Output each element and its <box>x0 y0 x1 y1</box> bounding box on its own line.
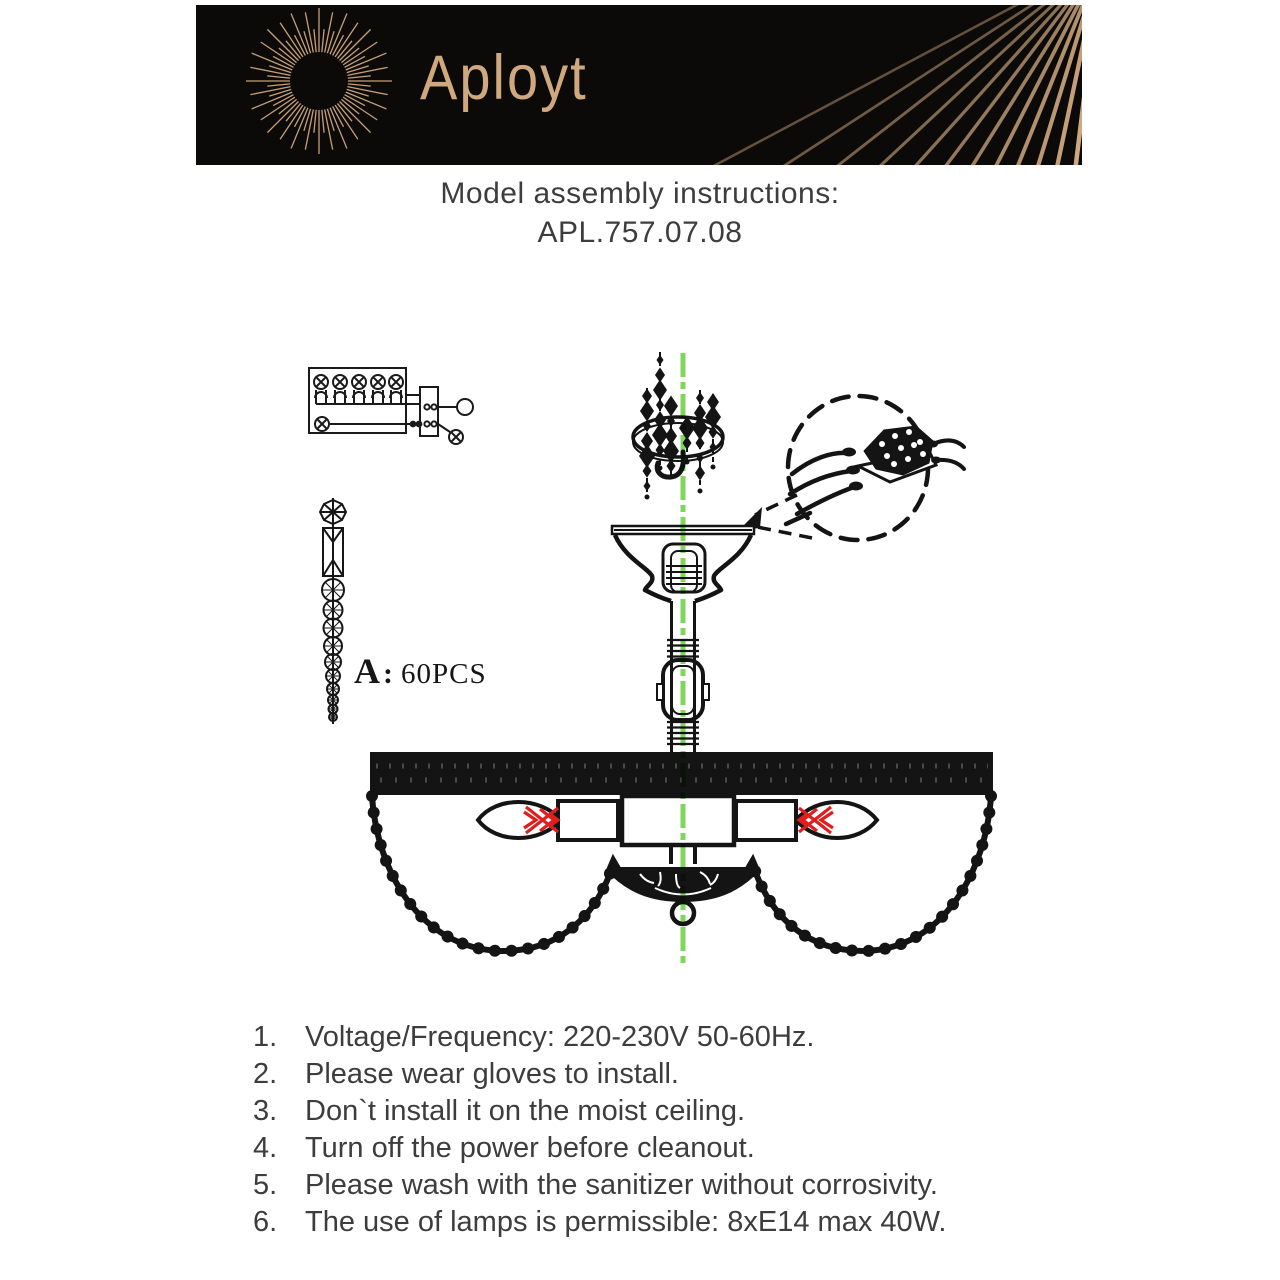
instruction-item <box>253 1022 946 1052</box>
wiring-diagram <box>309 368 473 444</box>
right-bulb <box>796 802 877 838</box>
instruction-text: Turn off the power before cleanout. <box>305 1132 755 1164</box>
title-line1: Model assembly instructions: <box>440 177 840 210</box>
instruction-item <box>253 1096 946 1126</box>
part-a-label <box>354 650 487 692</box>
instruction-text: Voltage/Frequency: 220-230V 50-60Hz. <box>305 1021 815 1053</box>
detail-balloon <box>739 396 964 540</box>
instruction-number: 2. <box>253 1058 278 1090</box>
instruction-text: Don`t install it on the moist ceiling. <box>305 1095 746 1127</box>
instruction-number: 6. <box>253 1206 278 1238</box>
instruction-item <box>253 1207 946 1237</box>
hand-holding-crystals-icon <box>786 426 964 524</box>
instruction-number: 5. <box>253 1169 278 1201</box>
instruction-number: 1. <box>253 1021 278 1053</box>
instruction-number: 4. <box>253 1132 278 1164</box>
instruction-item <box>253 1133 946 1163</box>
crystal-cluster <box>633 352 723 500</box>
instruction-text: Please wear gloves to install. <box>305 1058 679 1090</box>
instruction-item <box>253 1059 946 1089</box>
part-letter: A <box>354 651 380 691</box>
instruction-text: Please wash with the sanitizer without corrosivity. <box>305 1169 938 1201</box>
instructions-list <box>253 1022 946 1244</box>
part-quantity: 60PCS <box>401 658 487 690</box>
part-separator: : <box>383 657 393 690</box>
model-number: APL.757.07.08 <box>537 216 743 249</box>
instruction-number: 3. <box>253 1095 278 1127</box>
brand-name: Aployt <box>420 42 588 113</box>
instruction-item <box>253 1170 946 1200</box>
left-bulb <box>478 802 561 838</box>
bulbs-row <box>478 796 877 864</box>
crystal-chain-a <box>320 498 346 724</box>
instruction-text: The use of lamps is permissible: 8xE14 max 40W. <box>305 1206 947 1238</box>
